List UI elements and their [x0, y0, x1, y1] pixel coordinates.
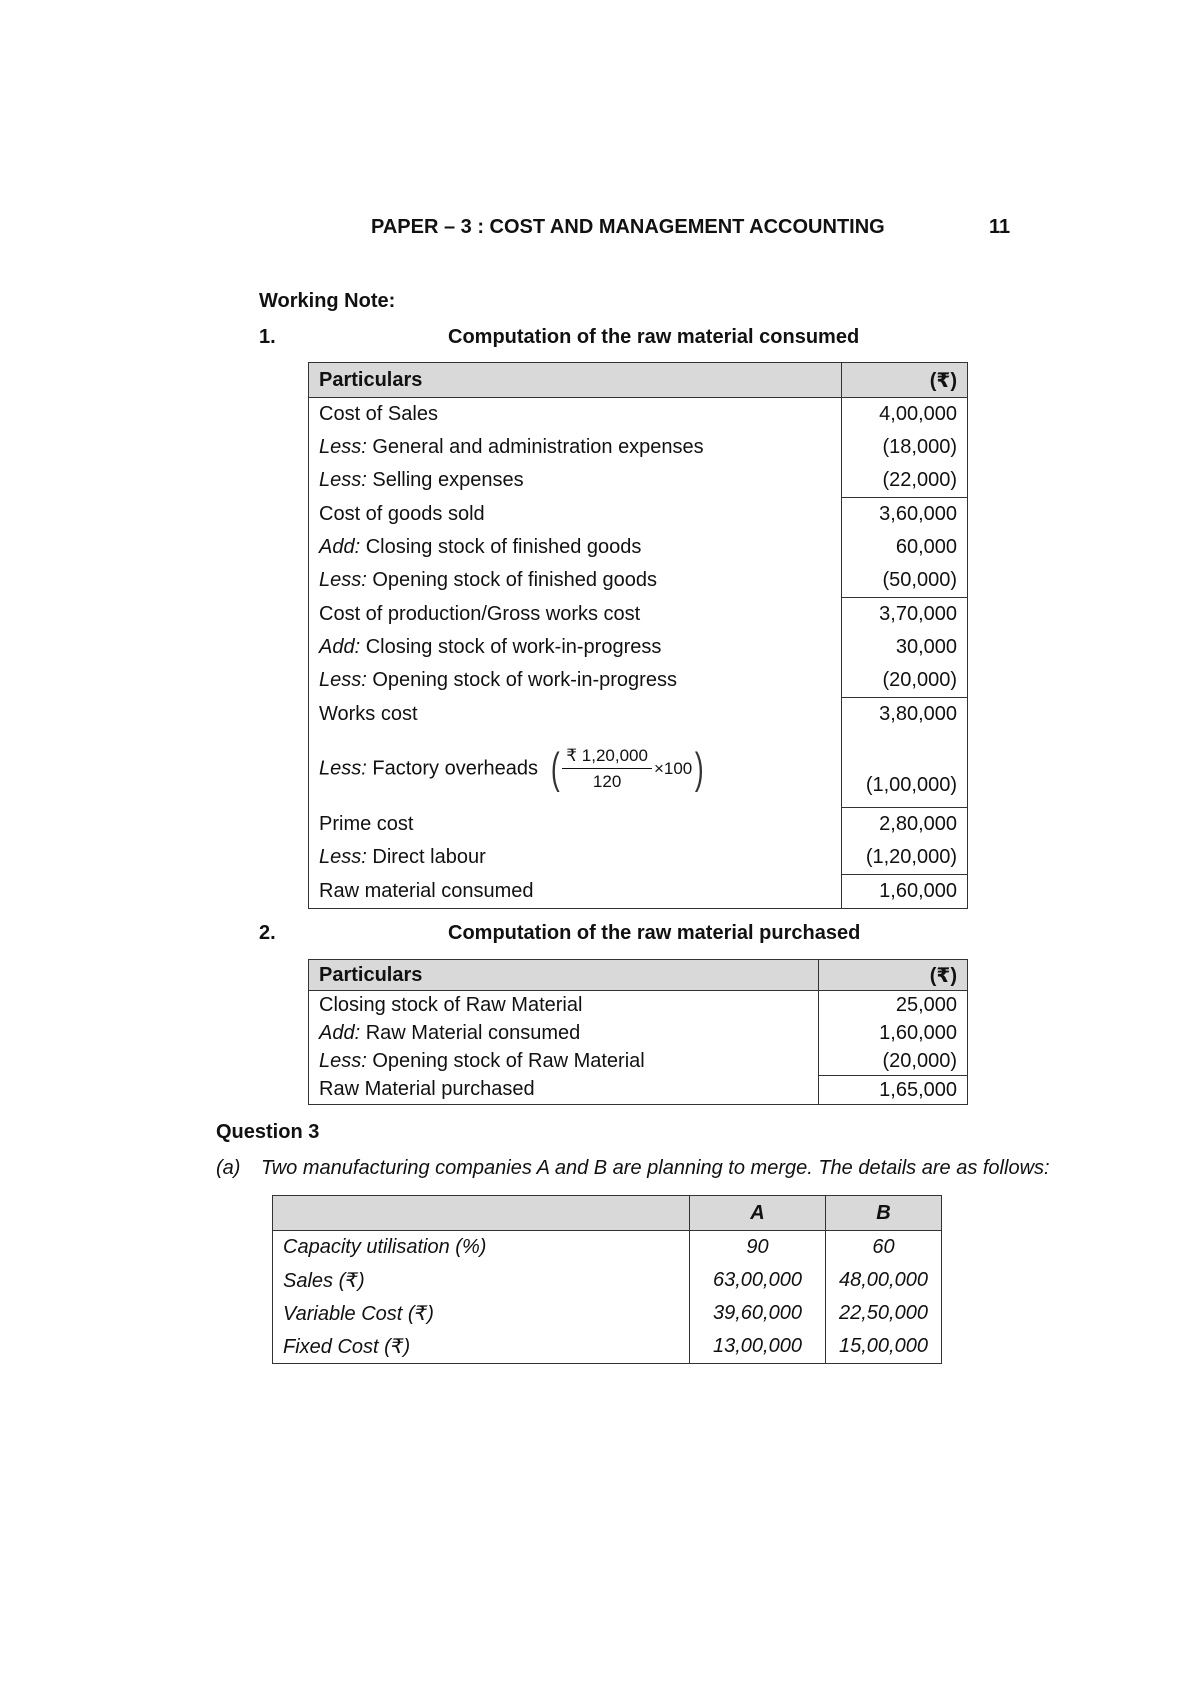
col-b: B: [826, 1196, 942, 1231]
col-blank: [273, 1196, 690, 1231]
page-header-title: PAPER – 3 : COST AND MANAGEMENT ACCOUNTING: [371, 216, 885, 238]
table-row: Fixed Cost (₹) 13,00,000 15,00,000: [273, 1330, 942, 1364]
table-row: Add: Closing stock of finished goods 60,000: [309, 531, 968, 564]
note2-title: Computation of the raw material purchased: [448, 922, 861, 944]
table-row: Add: Raw Material consumed 1,60,000: [309, 1019, 968, 1047]
table-row: Less: General and administration expenses (18,000): [309, 431, 968, 464]
col-amount: (₹): [842, 363, 968, 398]
overhead-formula: ( $\frac{₹ 1,20,000}{120}$ ×100 ): [550, 744, 704, 794]
table-header-row: [309, 960, 968, 991]
table-row: Less: Opening stock of finished goods (50,000): [309, 564, 968, 598]
table-row: Capacity utilisation (%) 90 60: [273, 1231, 942, 1265]
raw-material-purchased-table: [308, 959, 968, 1105]
table-header-row: [273, 1196, 942, 1231]
table-row: Cost of goods sold 3,60,000: [309, 498, 968, 532]
merger-details-table: [272, 1195, 942, 1364]
table-row: Less: Opening stock of work-in-progress (20,000): [309, 664, 968, 698]
raw-material-consumed-table: [308, 362, 968, 909]
formula-denominator: 120: [592, 772, 622, 792]
table-row: Less: Selling expenses (22,000): [309, 464, 968, 498]
table-row: Less: Opening stock of Raw Material (20,000): [309, 1047, 968, 1076]
table-row: Cost of production/Gross works cost 3,70,000: [309, 598, 968, 632]
note2-number: 2.: [259, 922, 276, 944]
col-particulars: Particulars: [309, 960, 819, 991]
question3-heading: Question 3: [216, 1121, 320, 1143]
col-particulars: Particulars: [309, 363, 842, 398]
page-number: 11: [989, 216, 1011, 238]
table-row: Cost of Sales 4,00,000: [309, 398, 968, 432]
table-row: Prime cost 2,80,000: [309, 808, 968, 842]
table-row-factory-overheads: Less: Factory overheads ( $\frac{₹ 1,20,000}{120}$ ×100 ) (1,00,000): [309, 731, 968, 808]
working-note-heading: Working Note:: [259, 290, 396, 312]
formula-numerator: ₹ 1,20,000: [562, 746, 652, 769]
note1-number: 1.: [259, 326, 276, 348]
table-row: Raw Material purchased 1,65,000: [309, 1076, 968, 1105]
table-row: Add: Closing stock of work-in-progress 30,000: [309, 631, 968, 664]
table-row: Closing stock of Raw Material 25,000: [309, 991, 968, 1020]
col-a: A: [690, 1196, 826, 1231]
table-row: Raw material consumed 1,60,000: [309, 875, 968, 909]
table-row: Sales (₹) 63,00,000 48,00,000: [273, 1264, 942, 1297]
table-header-row: [309, 363, 968, 398]
table-row: Works cost 3,80,000: [309, 698, 968, 732]
formula-multiplier: ×100: [653, 759, 693, 779]
table-row: Variable Cost (₹) 39,60,000 22,50,000: [273, 1297, 942, 1330]
question3-text: Two manufacturing companies A and B are planning to merge. The details are as follows:: [261, 1157, 1050, 1179]
question3-part-label: (a): [216, 1157, 241, 1179]
note1-title: Computation of the raw material consumed: [448, 326, 860, 348]
table-row: Less: Direct labour (1,20,000): [309, 841, 968, 875]
col-amount: (₹): [819, 960, 968, 991]
